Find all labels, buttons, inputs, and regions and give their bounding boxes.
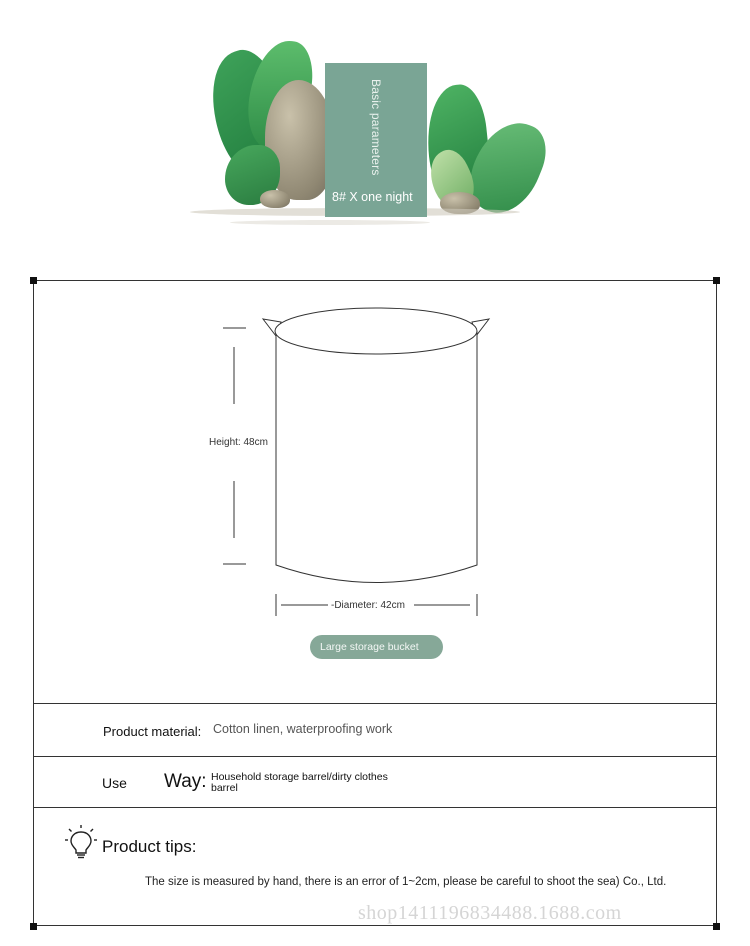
divider	[33, 807, 717, 808]
way-label: Way:	[164, 771, 207, 792]
tips-title: Product tips:	[102, 837, 197, 856]
shop-watermark: shop1411196834488.1688.com	[358, 902, 622, 924]
tips-text: The size is measured by hand, there is an error of 1~2cm, please be careful to shoot the sea) Co., Ltd.	[145, 876, 667, 888]
diameter-label: -Diameter: 42cm	[331, 600, 405, 611]
height-label: Height: 48cm	[209, 437, 268, 448]
lightbulb-icon	[64, 824, 98, 860]
use-value-line1: Household storage barrel/dirty clothes	[211, 771, 388, 783]
material-label: Product material:	[103, 724, 202, 739]
param-value: 8# X one night	[332, 190, 413, 204]
divider	[33, 703, 717, 704]
use-value-line2: barrel	[211, 782, 238, 794]
material-value: Cotton linen, waterproofing work	[213, 722, 393, 736]
product-badge: Large storage bucket	[310, 635, 443, 659]
param-title: Basic parameters	[369, 79, 383, 176]
use-label: Use	[102, 775, 127, 791]
divider	[33, 756, 717, 757]
